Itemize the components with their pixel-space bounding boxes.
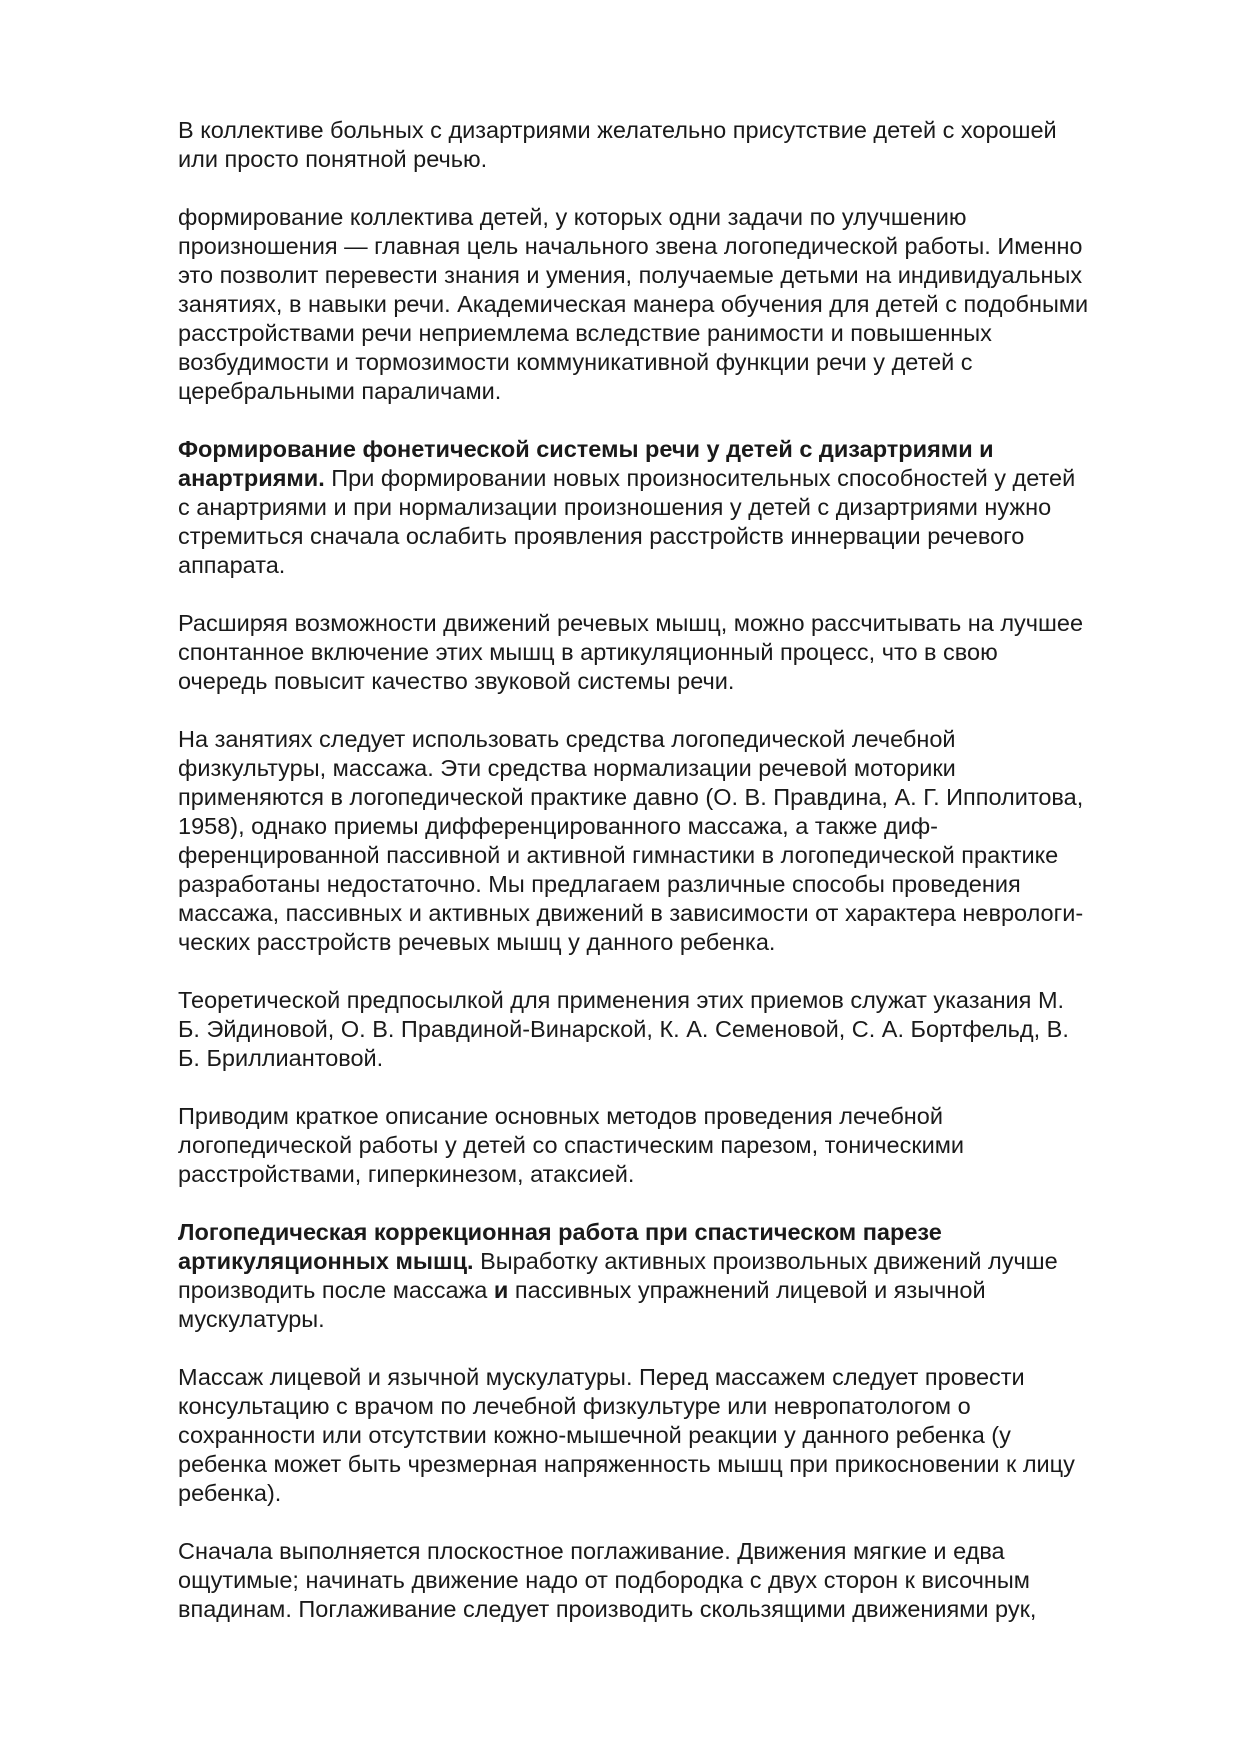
text-line: [178, 1392, 1158, 1421]
bold-text: и: [493, 1277, 509, 1303]
text-segment: пассивных упражнений лицевой и язычной: [508, 1277, 986, 1303]
bold-text: анартриями.: [178, 465, 325, 491]
text-segment: Расширяя возможности движений речевых мышц, можно рассчитывать на лучшее: [178, 610, 1084, 636]
text-line: [178, 1160, 1158, 1189]
text-line: [178, 609, 1158, 638]
text-segment: разработаны недостаточно. Мы предлагаем различные способы проведения: [178, 871, 1021, 897]
text-segment: логопедической работы у детей со спастическим парезом, тоническими: [178, 1132, 965, 1158]
text-line: [178, 464, 1158, 493]
text-segment: мускулатуры.: [178, 1306, 325, 1332]
text-line: [178, 928, 1158, 957]
paragraph: [178, 986, 1158, 1073]
text-segment: формирование коллектива детей, у которых одни задачи по улучшению: [178, 204, 967, 230]
paragraph: [178, 1537, 1158, 1624]
text-line: [178, 1247, 1158, 1276]
text-line: [178, 1595, 1158, 1624]
text-segment: это позволит перевести знания и умения, получаемые детьми на индивидуальных: [178, 262, 1083, 288]
text-segment: очередь повысит качество звуковой системы речи.: [178, 668, 735, 694]
text-line: [178, 203, 1158, 232]
text-segment: впадинам. Поглаживание следует производить скользящими движениями рук,: [178, 1596, 1037, 1622]
text-line: [178, 232, 1158, 261]
text-line: [178, 435, 1158, 464]
text-line: [178, 1537, 1158, 1566]
text-line: [178, 290, 1158, 319]
paragraph: [178, 1102, 1158, 1189]
text-segment: Приводим краткое описание основных методов проведения лечебной: [178, 1103, 943, 1129]
text-segment: консультацию с врачом по лечебной физкультуре или невропатологом о: [178, 1393, 971, 1419]
paragraph: [178, 725, 1158, 957]
text-segment: стремиться сначала ослабить проявления расстройств иннервации речевого: [178, 523, 1025, 549]
text-line: [178, 754, 1158, 783]
text-line: [178, 1015, 1158, 1044]
text-line: [178, 493, 1158, 522]
text-line: [178, 1276, 1158, 1305]
text-line: [178, 551, 1158, 580]
text-segment: возбудимости и тормозимости коммуникативной функции речи у детей с: [178, 349, 973, 375]
bold-text: Формирование фонетической системы речи у детей с дизартриями и: [178, 436, 994, 462]
text-line: [178, 1479, 1158, 1508]
text-line: [178, 812, 1158, 841]
document-page: [178, 116, 1158, 1653]
text-line: [178, 1218, 1158, 1247]
text-segment: сохранности или отсутствии кожно-мышечной реакции у данного ребенка (у: [178, 1422, 1011, 1448]
text-line: [178, 116, 1158, 145]
text-line: [178, 319, 1158, 348]
text-segment: расстройствами, гиперкинезом, атаксией.: [178, 1161, 635, 1187]
text-segment: применяются в логопедической практике давно (О. В. Правдина, А. Г. Ипполитова,: [178, 784, 1084, 810]
text-segment: массажа, пассивных и активных движений в зависимости от характера неврологи-: [178, 900, 1084, 926]
text-segment: занятиях, в навыки речи. Академическая манера обучения для детей с подобными: [178, 291, 1089, 317]
text-line: [178, 1421, 1158, 1450]
text-segment: церебральными параличами.: [178, 378, 502, 404]
text-segment: ощутимые; начинать движение надо от подбородка с двух сторон к височным: [178, 1567, 1030, 1593]
text-line: [178, 261, 1158, 290]
text-line: [178, 377, 1158, 406]
text-line: [178, 638, 1158, 667]
text-line: [178, 783, 1158, 812]
text-line: [178, 1363, 1158, 1392]
paragraph: [178, 1363, 1158, 1508]
text-line: [178, 1450, 1158, 1479]
text-segment: или просто понятной речью.: [178, 146, 488, 172]
text-line: [178, 986, 1158, 1015]
text-segment: произношения — главная цель начального звена логопедической работы. Именно: [178, 233, 1083, 259]
text-segment: Выработку активных произвольных движений лучше: [473, 1248, 1058, 1274]
text-line: [178, 1131, 1158, 1160]
text-segment: с анартриями и при нормализации произношения у детей с дизартриями нужно: [178, 494, 1052, 520]
text-line: [178, 1566, 1158, 1595]
text-line: [178, 1044, 1158, 1073]
text-segment: В коллективе больных с дизартриями желательно присутствие детей с хорошей: [178, 117, 1057, 143]
bold-text: Логопедическая коррекционная работа при спастическом парезе: [178, 1219, 942, 1245]
text-segment: производить после массажа: [178, 1277, 494, 1303]
text-segment: расстройствами речи неприемлема вследствие ранимости и повышенных: [178, 320, 992, 346]
text-segment: Массаж лицевой и язычной мускулатуры. Перед массажем следует провести: [178, 1364, 1025, 1390]
text-segment: Б. Бриллиантовой.: [178, 1045, 384, 1071]
text-line: [178, 522, 1158, 551]
text-line: [178, 1102, 1158, 1131]
paragraph: [178, 435, 1158, 580]
text-line: [178, 725, 1158, 754]
text-segment: ребенка может быть чрезмерная напряженность мышц при прикосновении к лицу: [178, 1451, 1075, 1477]
paragraph: [178, 1218, 1158, 1334]
text-line: [178, 667, 1158, 696]
text-segment: ференцированной пассивной и активной гимнастики в логопедической практике: [178, 842, 1059, 868]
text-line: [178, 870, 1158, 899]
text-segment: ребенка).: [178, 1480, 282, 1506]
text-segment: 1958), однако приемы дифференцированного массажа, а также диф-: [178, 813, 938, 839]
text-line: [178, 841, 1158, 870]
text-segment: На занятиях следует использовать средства логопедической лечебной: [178, 726, 956, 752]
text-line: [178, 348, 1158, 377]
text-segment: Б. Эйдиновой, О. В. Правдиной-Винарской, К. А. Семеновой, С. А. Бортфельд, В.: [178, 1016, 1069, 1042]
text-segment: При формировании новых произносительных способностей у детей: [324, 465, 1076, 491]
text-line: [178, 899, 1158, 928]
paragraph: [178, 203, 1158, 406]
text-line: [178, 1305, 1158, 1334]
text-segment: Теоретической предпосылкой для применения этих приемов служат указания М.: [178, 987, 1065, 1013]
text-segment: физкультуры, массажа. Эти средства нормализации речевой моторики: [178, 755, 956, 781]
bold-text: артикуляционных мышц.: [178, 1248, 474, 1274]
text-segment: спонтанное включение этих мышц в артикуляционный процесс, что в свою: [178, 639, 998, 665]
paragraph: [178, 609, 1158, 696]
text-line: [178, 145, 1158, 174]
text-segment: аппарата.: [178, 552, 286, 578]
paragraph: [178, 116, 1158, 174]
text-segment: Сначала выполняется плоскостное поглаживание. Движения мягкие и едва: [178, 1538, 1005, 1564]
text-segment: ческих расстройств речевых мышц у данного ребенка.: [178, 929, 776, 955]
